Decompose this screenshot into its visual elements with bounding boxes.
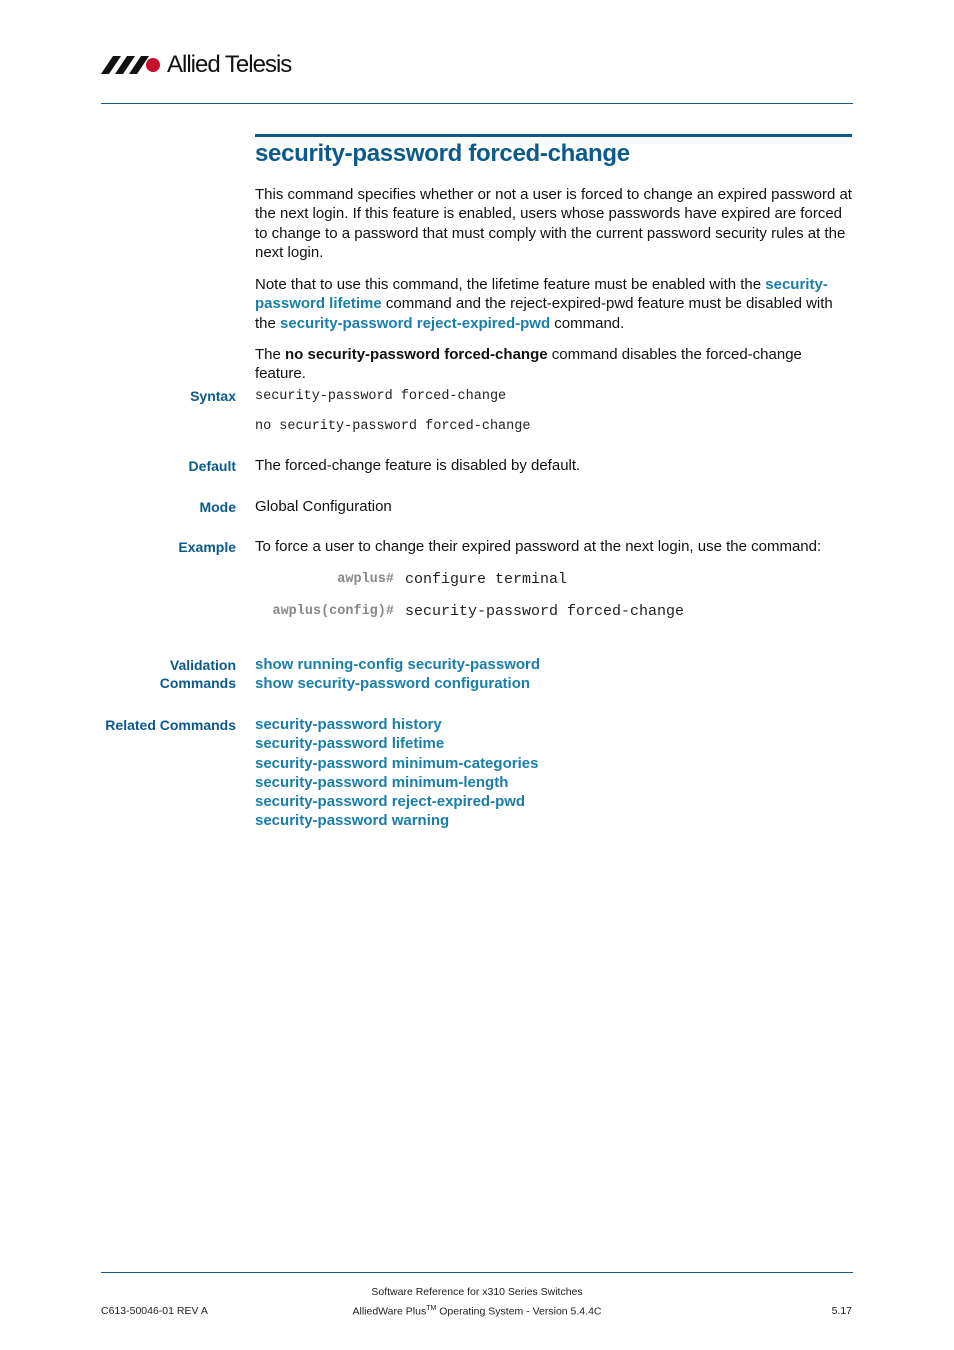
cli-prompt: awplus# [337, 572, 394, 587]
header-divider [101, 103, 853, 104]
related-commands-label: Related Commands [105, 717, 236, 733]
syntax-label: Syntax [190, 388, 236, 404]
cli-command: configure terminal [405, 571, 568, 588]
note-paragraph [255, 275, 853, 333]
note-text-end: command. [550, 314, 625, 332]
note-text: Note that to use this command, the lifetime feature must be enabled with the [255, 276, 766, 293]
intro-paragraph: This command specifies whether or not a user is forced to change an expired password at the next login. If this feature is enabled, users whose passwords have expired are forced to change to a password that must comply with the current password security rules at the next login. [255, 186, 852, 261]
related-command-link[interactable]: security-password lifetime [255, 735, 445, 753]
validation-commands-label [160, 656, 236, 692]
related-command-link[interactable]: security-password minimum-categories [255, 754, 539, 772]
footer-trademark: TM [426, 1305, 437, 1312]
footer-os-version-text: Operating System - Version 5.4.4C [436, 1305, 602, 1318]
syntax-line: no security-password forced-change [255, 419, 531, 434]
syntax-line: security-password forced-change [255, 389, 507, 404]
cli-command: security-password forced-change [405, 603, 685, 620]
related-command-link[interactable]: security-password reject-expired-pwd [255, 793, 526, 811]
note-text-mid: command and the reject-expired-pwd feature must be disabled with the [255, 295, 833, 332]
link-security-password-reject-expired-pwd[interactable]: security-password reject-expired-pwd [280, 314, 551, 332]
validation-label-line1: Validation [169, 657, 236, 673]
footer-os-version [0, 1305, 954, 1318]
default-label: Default [188, 458, 236, 474]
related-commands-list [255, 715, 538, 831]
footer-doc-id: C613-50046-01 REV A [101, 1305, 208, 1317]
related-command-link[interactable]: security-password warning [255, 812, 450, 830]
title-rule [255, 134, 852, 137]
example-text: To force a user to change their expired password at the next login, use the command: [255, 538, 822, 555]
example-label: Example [178, 539, 236, 555]
footer-page-number: 5.17 [831, 1305, 852, 1317]
cli-prompt: awplus(config)# [272, 604, 394, 619]
page-title: security-password forced-change [255, 140, 630, 167]
related-command-link[interactable]: security-password minimum-length [255, 773, 509, 791]
allied-telesis-logo-icon [101, 55, 163, 75]
footer-title: Software Reference for x310 Series Switches [371, 1286, 583, 1298]
mode-text: Global Configuration [255, 498, 392, 515]
mode-label: Mode [199, 499, 236, 515]
footer-divider [101, 1272, 853, 1273]
related-command-link[interactable]: security-password history [255, 716, 442, 733]
validation-command-link[interactable]: show running-config security-password [255, 656, 541, 673]
no-cmd-bold: no security-password forced-change [285, 346, 548, 363]
footer-os-name: AlliedWare Plus [352, 1305, 427, 1318]
no-command-paragraph [255, 345, 853, 384]
validation-command-link[interactable]: show security-password configuration [255, 675, 531, 693]
no-cmd-pre: The [255, 346, 286, 363]
brand-logo [101, 50, 291, 80]
validation-commands-list [255, 655, 540, 694]
no-cmd-post: command disables the forced-change feature. [255, 346, 802, 383]
brand-name: Allied Telesis [167, 51, 292, 78]
default-text: The forced-change feature is disabled by default. [255, 457, 581, 474]
link-security-password-lifetime[interactable]: security-password lifetime [255, 276, 828, 313]
validation-label-line2: Commands [159, 675, 236, 691]
